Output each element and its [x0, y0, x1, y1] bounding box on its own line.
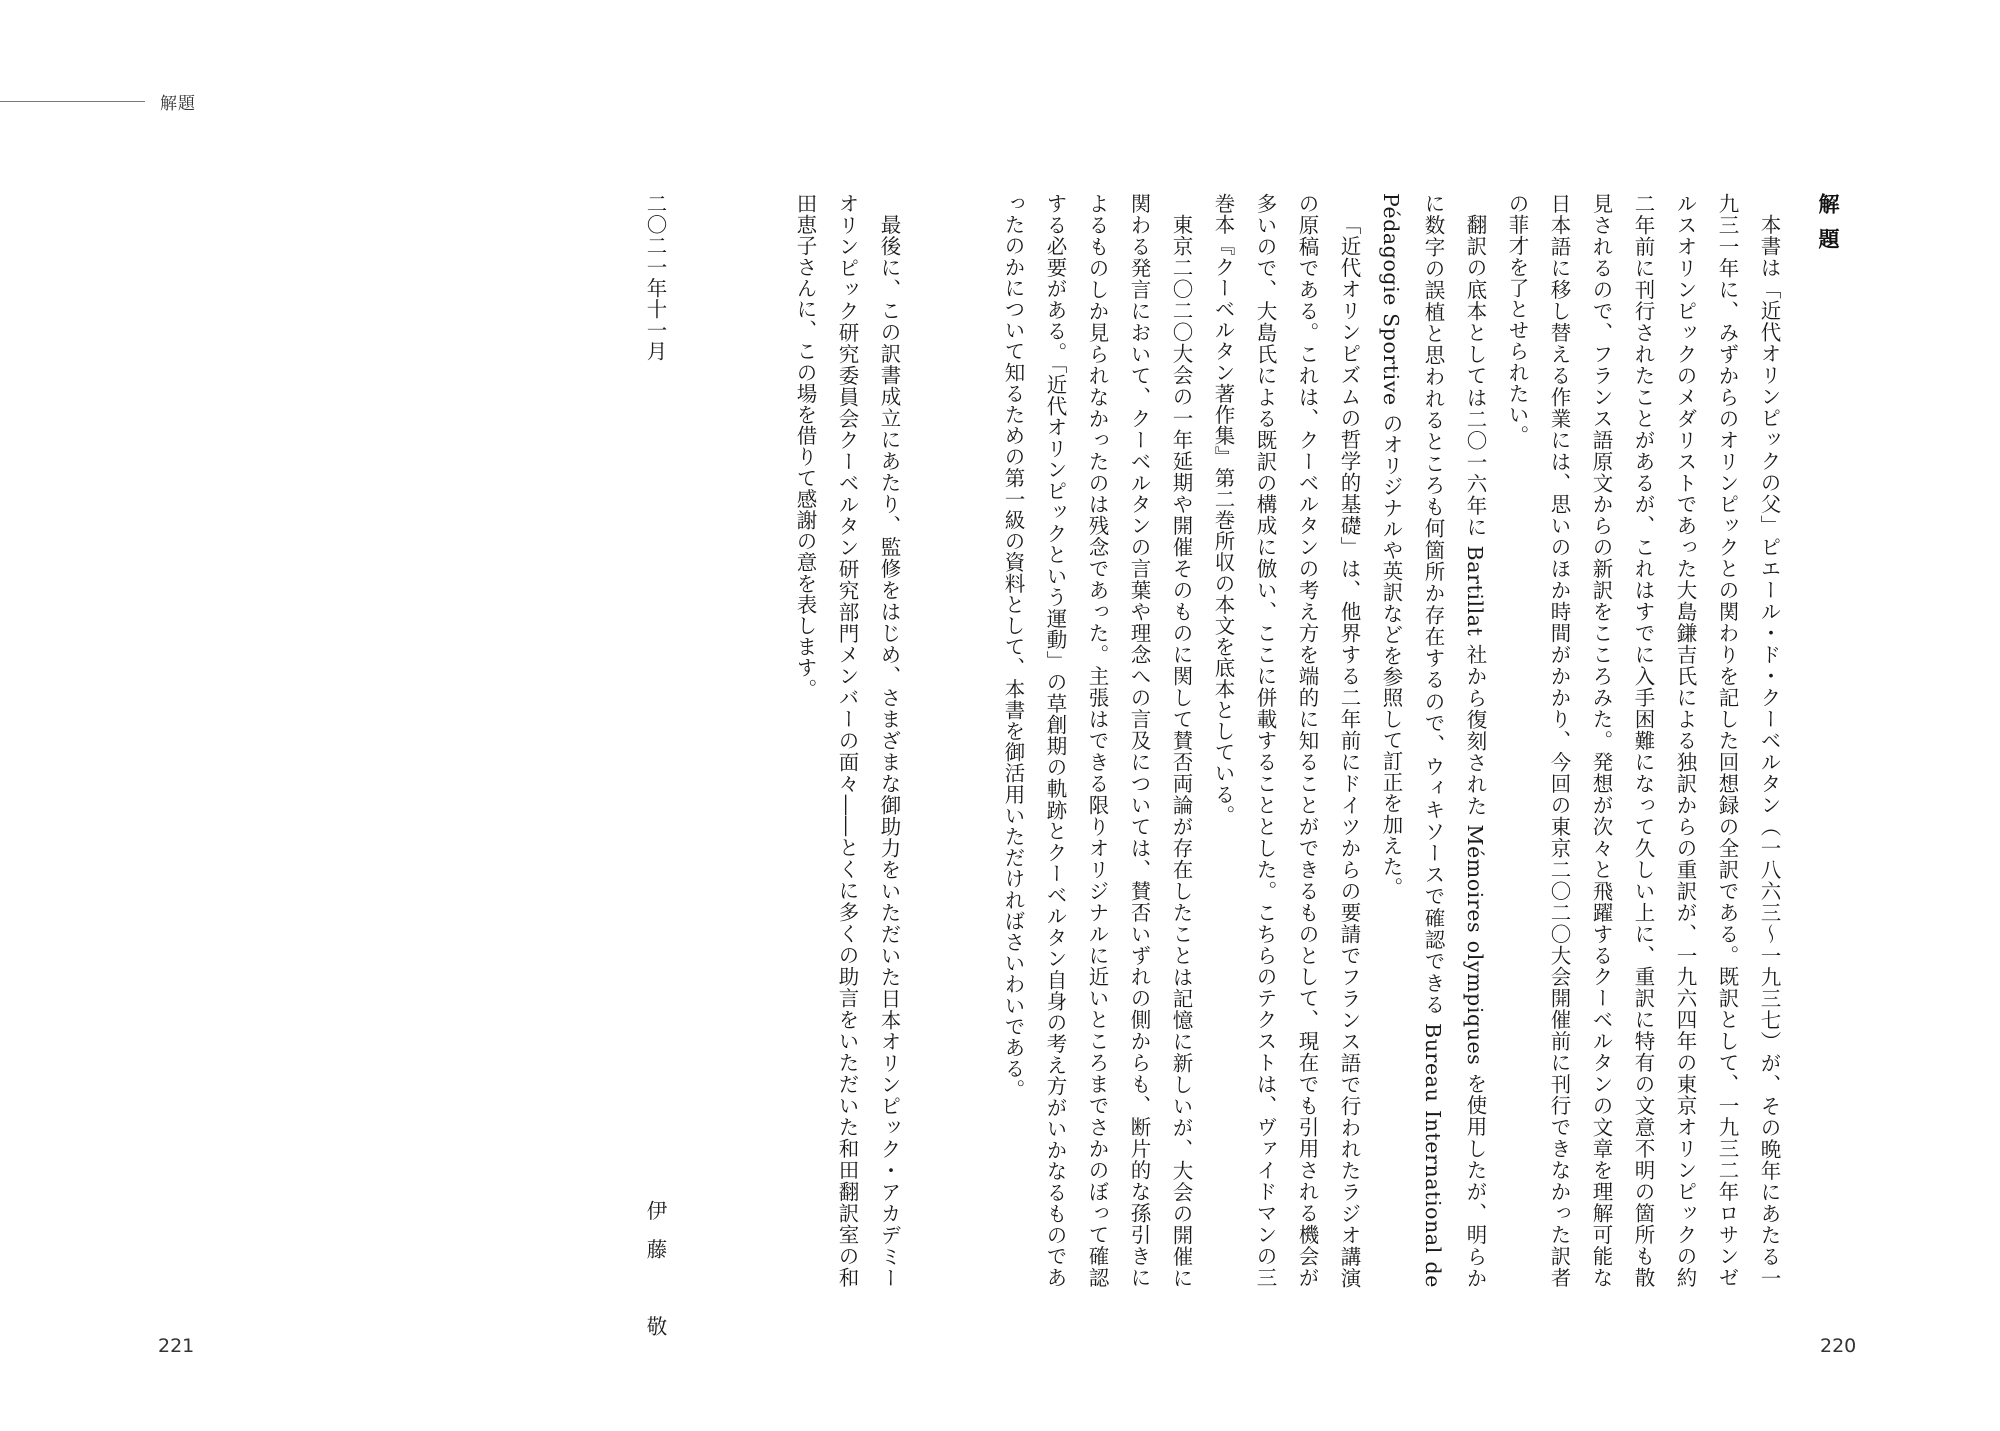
- paragraph-radio-lecture: 「近代オリンピズムの哲学的基礎」は、他界する二年前にドイツからの要請でフランス語で行われたラジオ講演の原稿である。これは、クーベルタンの考え方を端的に知ることができるものとして、現在でも引用される機会が多いので、大島氏による既訳の構成に倣い、ここに併載することとした。こちらのテクストは、ヴァイドマンの三巻本『クーベルタン著作集』第二巻所収の本文を底本としている。: [1211, 193, 1361, 1288]
- paragraph-intro: 本書は「近代オリンピックの父」ピエール・ド・クーベルタン（一八六三〜一九三七）が、その晩年にあたる一九三一年に、みずからのオリンピックとの関わりを記した回想録の全訳である。既訳として、一九三二年ロサンゼルスオリンピックのメダリストであった大島鎌吉氏による独訳からの重訳が、一九六四年の東京オリンピックの約二年前に刊行されたことがあるが、これはすでに入手困難になって久しい上に、重訳に特有の文意不明の箇所も散見されるので、フランス語原文からの新訳をこころみた。発想が次々と飛躍するクーベルタンの文章を理解可能な日本語に移し替える作業には、思いのほか時間がかかり、今回の東京二〇二〇大会開催前に刊行できなかった訳者の菲才を了とせられたい。: [1505, 193, 1781, 1288]
- closing-date: 二〇二一年十一月: [643, 193, 667, 362]
- section-title: 解題: [1816, 193, 1840, 263]
- running-header-rule: [0, 101, 145, 102]
- paragraph-tokyo-2020: 東京二〇二〇大会の一年延期や開催そのものに関して賛否両論が存在したことは記憶に新しいが、大会の開催に関わる発言において、クーベルタンの言葉や理念への言及については、賛否いずれの側からも、断片的な孫引きによるものしか見られなかったのは残念であった。主張はできる限りオリジナルに近いところまでさかのぼって確認する必要がある。「近代オリンピックという運動」の草創期の軌跡とクーベルタン自身の考え方がいかなるものであったのかについて知るための第一級の資料として、本書を御活用いただければさいわいである。: [1001, 193, 1193, 1288]
- left-page-body: [720, 193, 910, 1288]
- running-header-label: 解題: [160, 94, 196, 114]
- paragraph-acknowledgements: 最後に、この訳書成立にあたり、監修をはじめ、さまざまな御助力をいただいた日本オリンピック・アカデミーオリンピック研究委員会クーベルタン研究部門メンバーの面々――とくに多くの助言をいただいた和田翻訳室の和田恵子さんに、この場を借りて感謝の意を表します。: [793, 193, 901, 1288]
- page-number-right: 220: [1820, 1335, 1857, 1357]
- page-number-left: 221: [158, 1335, 195, 1357]
- right-page-body: [1001, 193, 1790, 1288]
- paragraph-source-text: 翻訳の底本としては二〇一六年に Bartillat 社から復刻された Mémoires olympiques を使用したが、明らかに数字の誤植と思われるところも何箇所か存在するので、ウィキソースで確認できる Bureau International de Pédagogie Sportive のオリジナルや英訳などを参照して訂正を加えた。: [1379, 193, 1487, 1288]
- author-signature: 伊藤 敬: [643, 1200, 667, 1354]
